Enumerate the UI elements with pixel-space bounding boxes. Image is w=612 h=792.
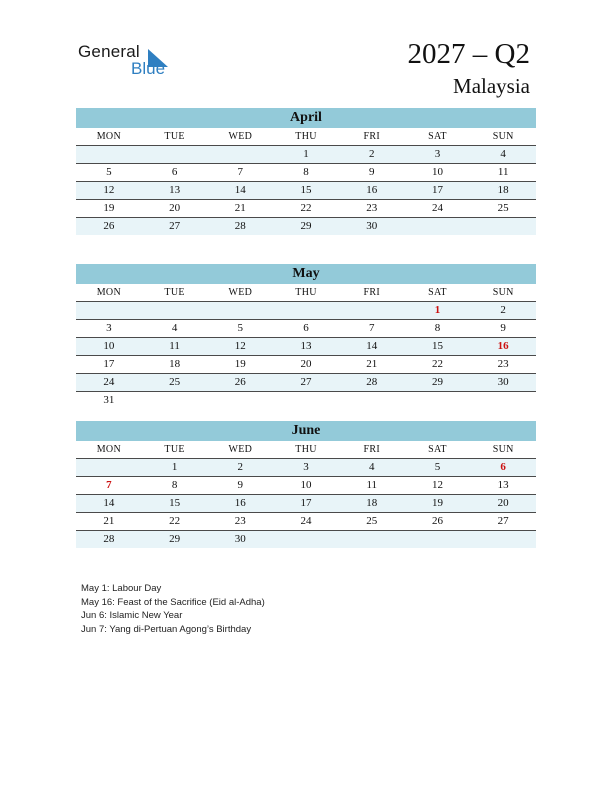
day-cell: 12 xyxy=(431,479,443,491)
weekday-label: TUE xyxy=(164,444,185,455)
day-cell xyxy=(76,459,142,476)
day-cell: 30 xyxy=(497,376,509,388)
weekday-label: SAT xyxy=(428,444,447,455)
day-cell xyxy=(273,392,339,409)
weekday-label: SAT xyxy=(428,131,447,142)
day-cell: 24 xyxy=(431,202,443,214)
week-row xyxy=(76,495,536,513)
day-cell: 10 xyxy=(103,340,115,352)
day-cell: 14 xyxy=(366,340,378,352)
day-cell xyxy=(339,531,405,548)
day-cell: 13 xyxy=(497,479,509,491)
day-cell: 14 xyxy=(234,184,246,196)
day-cell: 15 xyxy=(300,184,312,196)
holiday-note: May 16: Feast of the Sacrifice (Eid al-Adha) xyxy=(81,596,265,608)
day-cell: 15 xyxy=(431,340,443,352)
day-cell: 28 xyxy=(366,376,378,388)
weekday-label: MON xyxy=(96,287,121,298)
day-cell: 22 xyxy=(431,358,443,370)
day-cell: 31 xyxy=(103,394,115,406)
week-row xyxy=(76,356,536,374)
day-cell: 25 xyxy=(497,202,509,214)
day-cell: 20 xyxy=(300,358,312,370)
week-row xyxy=(76,459,536,477)
day-cell xyxy=(470,531,536,548)
day-cell: 3 xyxy=(303,461,309,473)
week-row xyxy=(76,392,536,409)
day-cell: 22 xyxy=(300,202,312,214)
day-cell: 17 xyxy=(431,184,443,196)
weekday-label: TUE xyxy=(164,131,185,142)
month-title: May xyxy=(76,264,536,284)
weekday-label: FRI xyxy=(363,287,380,298)
day-cell: 7 xyxy=(368,322,375,334)
day-cell: 4 xyxy=(171,322,178,334)
day-cell: 17 xyxy=(103,358,115,370)
week-row xyxy=(76,477,536,495)
day-cell: 24 xyxy=(103,376,115,388)
holiday-list xyxy=(81,582,265,636)
day-cell: 11 xyxy=(497,166,509,178)
holiday-note: Jun 7: Yang di-Pertuan Agong’s Birthday xyxy=(81,623,252,635)
day-cell: 26 xyxy=(234,376,246,388)
day-cell xyxy=(405,218,471,235)
weekday-label: SUN xyxy=(492,444,514,455)
day-cell xyxy=(142,392,208,409)
weekday-label: TUE xyxy=(164,287,185,298)
weekday-label: THU xyxy=(295,444,317,455)
day-cell xyxy=(339,302,405,319)
day-cell: 18 xyxy=(169,358,181,370)
day-cell: 16 xyxy=(234,497,246,509)
weekday-label: WED xyxy=(228,131,253,142)
day-cell xyxy=(273,302,339,319)
weekday-label: THU xyxy=(295,131,317,142)
day-cell: 10 xyxy=(300,479,312,491)
month-calendar-june xyxy=(76,421,536,548)
day-cell: 8 xyxy=(303,166,309,178)
month-calendar-may xyxy=(76,264,536,409)
day-cell: 2 xyxy=(237,461,244,473)
day-cell: 12 xyxy=(234,340,246,352)
day-cell: 27 xyxy=(300,376,312,388)
day-cell: 30 xyxy=(366,220,378,232)
day-cell: 23 xyxy=(234,515,246,527)
weekday-label: WED xyxy=(228,444,253,455)
holiday-day-cell: 16 xyxy=(497,340,509,352)
weekday-header-row xyxy=(76,441,536,459)
week-row xyxy=(76,374,536,392)
day-cell: 12 xyxy=(103,184,115,196)
week-row xyxy=(76,146,536,164)
weekday-label: MON xyxy=(96,131,121,142)
weekday-label: SUN xyxy=(492,131,514,142)
day-cell: 23 xyxy=(497,358,509,370)
week-row xyxy=(76,182,536,200)
week-row xyxy=(76,320,536,338)
country-name: Malaysia xyxy=(453,74,530,98)
day-cell: 23 xyxy=(366,202,378,214)
week-row xyxy=(76,164,536,182)
holiday-note: May 1: Labour Day xyxy=(81,583,162,594)
holiday-day-cell: 6 xyxy=(500,461,506,473)
day-cell xyxy=(339,392,405,409)
day-cell: 19 xyxy=(234,358,246,370)
day-cell: 21 xyxy=(366,358,378,370)
day-cell xyxy=(76,146,142,163)
day-cell: 15 xyxy=(169,497,181,509)
day-cell: 25 xyxy=(169,376,181,388)
day-cell: 21 xyxy=(103,515,115,527)
weekday-label: FRI xyxy=(363,444,380,455)
day-cell xyxy=(470,392,536,409)
day-cell: 20 xyxy=(497,497,509,509)
day-cell: 13 xyxy=(300,340,312,352)
day-cell: 11 xyxy=(169,340,180,352)
day-cell: 18 xyxy=(497,184,509,196)
month-title: June xyxy=(76,421,536,441)
logo-text-general: General xyxy=(78,42,140,61)
logo-text-blue: Blue xyxy=(131,59,166,78)
day-cell: 27 xyxy=(169,220,181,232)
day-cell: 19 xyxy=(431,497,443,509)
page-title: 2027 – Q2 xyxy=(407,38,530,70)
day-cell: 9 xyxy=(237,479,244,491)
day-cell: 9 xyxy=(500,322,506,334)
holiday-day-cell: 1 xyxy=(434,304,441,316)
week-row xyxy=(76,531,536,548)
day-cell: 13 xyxy=(169,184,181,196)
week-row xyxy=(76,302,536,320)
day-cell: 3 xyxy=(106,322,112,334)
day-cell: 5 xyxy=(237,322,244,334)
week-row xyxy=(76,200,536,218)
day-cell: 3 xyxy=(434,148,441,160)
weekday-label: MON xyxy=(96,444,121,455)
day-cell: 20 xyxy=(169,202,181,214)
day-cell: 2 xyxy=(500,304,506,316)
day-cell xyxy=(470,218,536,235)
day-cell: 1 xyxy=(303,148,309,160)
day-cell: 4 xyxy=(368,461,375,473)
holiday-note: Jun 6: Islamic New Year xyxy=(81,610,183,621)
weekday-label: SAT xyxy=(428,287,447,298)
day-cell: 19 xyxy=(103,202,115,214)
weekday-label: THU xyxy=(295,287,317,298)
day-cell: 6 xyxy=(303,322,309,334)
month-title: April xyxy=(76,108,536,128)
day-cell: 11 xyxy=(366,479,378,491)
holiday-day-cell: 7 xyxy=(106,479,112,491)
day-cell: 9 xyxy=(368,166,375,178)
day-cell: 8 xyxy=(171,479,178,491)
day-cell: 8 xyxy=(434,322,441,334)
weekday-label: FRI xyxy=(363,131,380,142)
day-cell: 25 xyxy=(366,515,378,527)
day-cell: 29 xyxy=(431,376,443,388)
day-cell xyxy=(142,302,208,319)
day-cell: 2 xyxy=(368,148,375,160)
day-cell: 5 xyxy=(106,166,112,178)
weekday-label: SUN xyxy=(492,287,514,298)
day-cell xyxy=(405,392,471,409)
day-cell: 1 xyxy=(171,461,178,473)
day-cell: 22 xyxy=(169,515,181,527)
day-cell: 24 xyxy=(300,515,312,527)
day-cell: 17 xyxy=(300,497,312,509)
day-cell xyxy=(207,392,273,409)
day-cell: 7 xyxy=(237,166,244,178)
day-cell: 6 xyxy=(171,166,178,178)
day-cell xyxy=(405,531,471,548)
weekday-header-row xyxy=(76,284,536,302)
day-cell: 16 xyxy=(366,184,378,196)
day-cell xyxy=(207,146,273,163)
weekday-header-row xyxy=(76,128,536,146)
month-calendar-april xyxy=(76,108,536,235)
day-cell xyxy=(207,302,273,319)
day-cell: 30 xyxy=(234,533,246,545)
day-cell: 27 xyxy=(497,515,509,527)
day-cell: 4 xyxy=(500,148,506,160)
day-cell: 21 xyxy=(234,202,246,214)
week-row xyxy=(76,513,536,531)
day-cell: 29 xyxy=(169,533,181,545)
brand-logo xyxy=(78,42,178,78)
day-cell: 14 xyxy=(103,497,115,509)
day-cell xyxy=(142,146,208,163)
day-cell: 26 xyxy=(103,220,115,232)
day-cell: 10 xyxy=(431,166,443,178)
day-cell: 5 xyxy=(434,461,441,473)
day-cell xyxy=(273,531,339,548)
week-row xyxy=(76,218,536,235)
day-cell: 26 xyxy=(431,515,443,527)
weekday-label: WED xyxy=(228,287,253,298)
week-row xyxy=(76,338,536,356)
day-cell: 29 xyxy=(300,220,312,232)
day-cell: 18 xyxy=(366,497,378,509)
day-cell: 28 xyxy=(234,220,246,232)
day-cell xyxy=(76,302,142,319)
day-cell: 28 xyxy=(103,533,115,545)
